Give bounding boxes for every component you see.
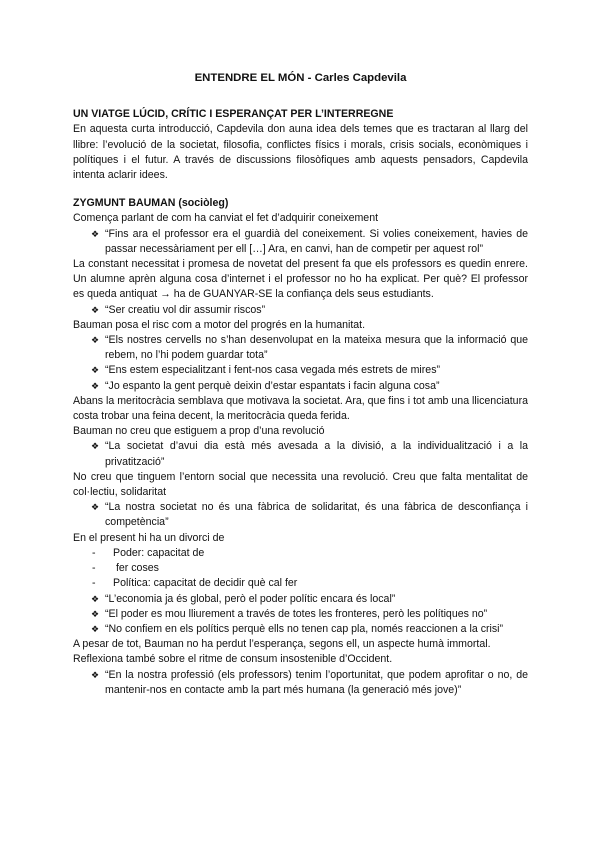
quote-bullet bbox=[73, 607, 528, 622]
dash-text: fer coses bbox=[113, 562, 159, 575]
quote-bullet bbox=[73, 668, 528, 698]
quote-text: “El poder es mou lliurement a través de totes les fronteres, però les polítiques no” bbox=[105, 607, 488, 620]
quote-text: “Ser creatiu vol dir assumir riscos” bbox=[105, 303, 266, 316]
quote-text: “L’economia ja és global, però el poder polític encara és local” bbox=[105, 592, 396, 605]
paragraph: A pesar de tot, Bauman no ha perdut l’esperança, segons ell, un aspecte humà immortal. bbox=[73, 638, 491, 651]
quote-bullet bbox=[73, 363, 528, 378]
diamond-bullet-icon: ❖ bbox=[91, 365, 100, 376]
diamond-bullet-icon: ❖ bbox=[91, 441, 100, 452]
document-body bbox=[73, 71, 528, 698]
diamond-bullet-icon: ❖ bbox=[91, 669, 100, 680]
paragraph: Bauman posa el risc com a motor del progrés en la humanitat. bbox=[73, 318, 366, 331]
quote-bullet bbox=[73, 227, 528, 257]
diamond-bullet-icon: ❖ bbox=[91, 304, 100, 315]
quote-bullet bbox=[73, 622, 528, 637]
intro-paragraph: En aquesta curta introducció, Capdevila don auna idea dels temes que es tractaran al llarg del llibre: l’evolució de la societat, filosofia, conflictes físics i morals, crisis socials, econòmiques i polítiques i el futur. A través de discussions filosòfiques amb aquests pensadors, Capdevila intenta aclarir idees. bbox=[73, 123, 528, 182]
dash-bullet-icon: - bbox=[92, 562, 96, 575]
quote-text: “La societat d’avui dia està més avesada a la divisió, a la individualització i a la privatització” bbox=[105, 440, 528, 468]
quote-bullet bbox=[73, 439, 528, 469]
quote-text: “No confiem en els polítics perquè ells no tenen cap pla, només reaccionen a la crisi” bbox=[105, 622, 504, 635]
dash-item bbox=[73, 561, 528, 576]
diamond-bullet-icon: ❖ bbox=[91, 335, 100, 346]
quote-bullet bbox=[73, 379, 528, 394]
quote-text: “Fins ara el professor era el guardià del coneixement. Si volies coneixement, havies de passar necessàriament per ell […] Ara, en canvi, han de competir per aquest rol” bbox=[105, 227, 528, 255]
diamond-bullet-icon: ❖ bbox=[91, 380, 100, 391]
dash-bullet-icon: - bbox=[92, 546, 96, 559]
quote-text: “En la nostra professió (els professors) tenim l’oportunitat, que podem aprofitar o no, de mantenir-nos en contacte amb la part més humana (la generació més jove)” bbox=[105, 668, 528, 696]
diamond-bullet-icon: ❖ bbox=[91, 502, 100, 513]
paragraph: Abans la meritocràcia semblava que motivava la societat. Ara, que fins i tot amb una llicenciatura costa trobar una feina decent, la meritocràcia queda ferida. bbox=[73, 394, 528, 423]
paragraph: En el present hi ha un divorci de bbox=[73, 531, 225, 544]
dash-text: Poder: capacitat de bbox=[113, 546, 205, 559]
section-heading-intro: UN VIATGE LÚCID, CRÍTIC I ESPERANÇAT PER L’INTERREGNE bbox=[73, 108, 394, 121]
quote-bullet bbox=[73, 500, 528, 530]
diamond-bullet-icon: ❖ bbox=[91, 593, 100, 604]
paragraph: Bauman no creu que estiguem a prop d’una revolució bbox=[73, 425, 325, 438]
paragraph: No creu que tinguem l’entorn social que necessita una revolució. Creu que falta mentalitat de col·lectiu, solidaritat bbox=[73, 470, 528, 499]
quote-bullet bbox=[73, 592, 528, 607]
quote-text: “La nostra societat no és una fàbrica de solidaritat, és una fàbrica de desconfiança i competència” bbox=[105, 501, 528, 529]
dash-item bbox=[73, 576, 528, 591]
quote-bullet bbox=[73, 333, 528, 363]
dash-text: Política: capacitat de decidir què cal fer bbox=[113, 577, 298, 590]
diamond-bullet-icon: ❖ bbox=[91, 608, 100, 619]
section-heading-bauman: ZYGMUNT BAUMAN (sociòleg) bbox=[73, 197, 229, 210]
document-title: ENTENDRE EL MÓN - Carles Capdevila bbox=[194, 72, 407, 84]
dash-bullet-icon: - bbox=[92, 577, 96, 590]
quote-text: “Jo espanto la gent perquè deixin d’estar espantats i facin alguna cosa” bbox=[105, 379, 440, 392]
diamond-bullet-icon: ❖ bbox=[91, 623, 100, 634]
paragraph: Reflexiona també sobre el ritme de consum insostenible d’Occident. bbox=[73, 653, 393, 666]
dash-item bbox=[73, 546, 528, 561]
paragraph: Comença parlant de com ha canviat el fet d’adquirir coneixement bbox=[73, 212, 379, 225]
diamond-bullet-icon: ❖ bbox=[91, 228, 100, 239]
quote-bullet bbox=[73, 303, 528, 318]
paragraph: La constant necessitat i promesa de novetat del present fa que els professors es quedin enrere. Un alumne aprèn alguna cosa d’internet i el professor no ho ha explicat. Per què? El professor es queda antiquat → ha de GUANYAR-SE la confiança dels seus estudiants. bbox=[73, 258, 528, 301]
quote-text: “Els nostres cervells no s’han desenvolupat en la mateixa mesura que la informació que rebem, no l’hi podem guardar tota” bbox=[105, 334, 528, 362]
quote-text: “Ens estem especialitzant i fent-nos casa vegada més estrets de mires” bbox=[105, 364, 441, 377]
